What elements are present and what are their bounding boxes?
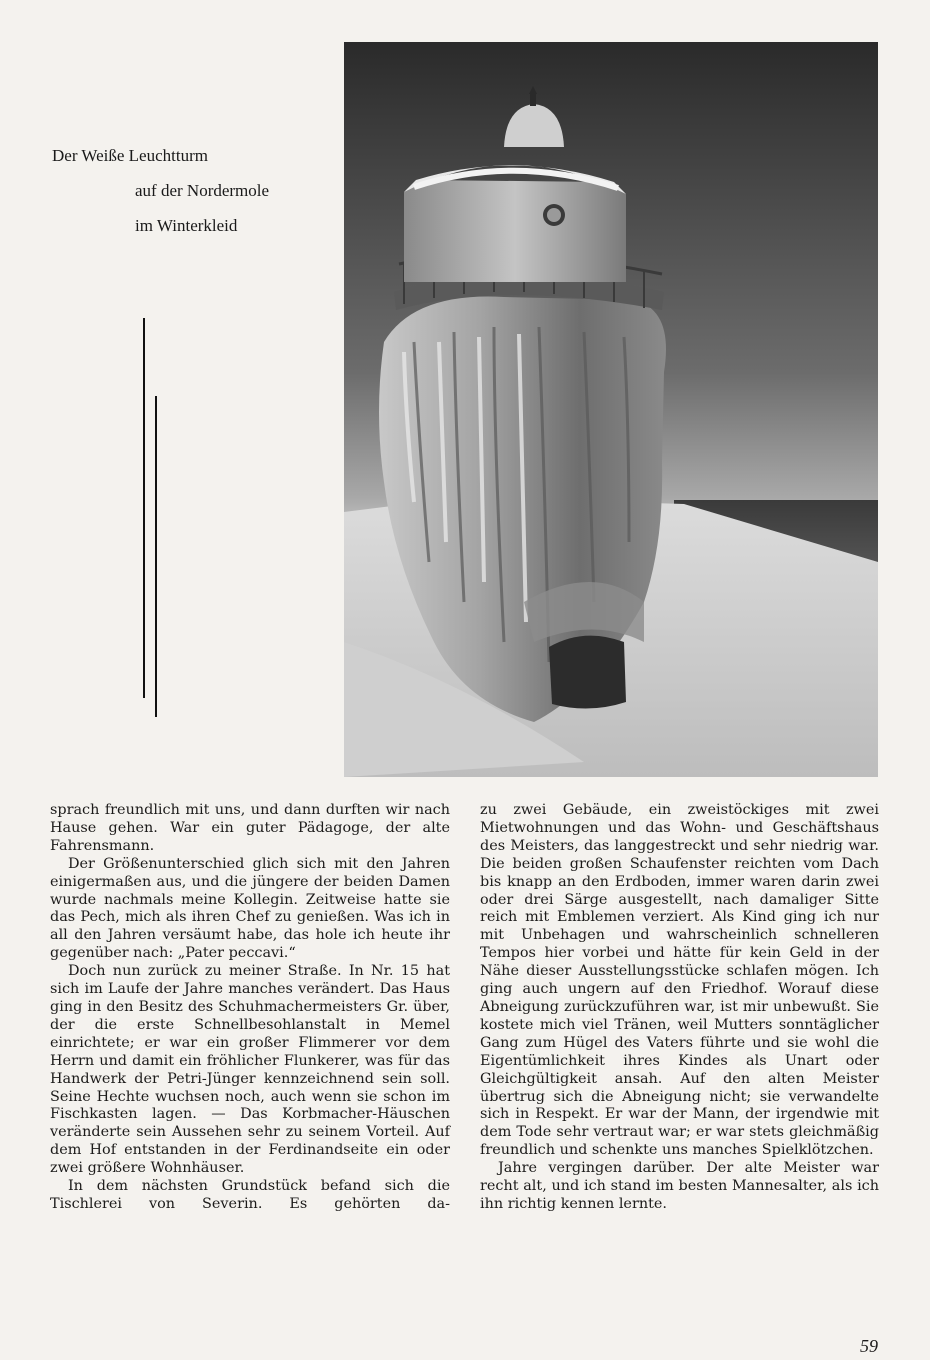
lighthouse-photo [344,42,878,777]
decorative-rule-2 [155,396,157,717]
paragraph: In dem nächsten Grundstück befand sich die Tischlerei von Severin. Es gehörten da- [50,1178,450,1212]
lighthouse-icon [344,42,878,777]
photo-caption-line-3: im Winterkleid [135,216,238,235]
paragraph: Jahre vergingen darüber. Der alte Meister war recht alt, und ich stand im besten Mannesalter, als ich ihn richtig kennen lernte. [480,1160,879,1212]
photo-caption-line-2: auf der Nordermole [135,181,270,200]
paragraph: zu zwei Gebäude, ein zweistöckiges mit zwei Mietwohnungen und das Wohn- und Geschäftshaus des Meisters, das langgestreckt und sehr niedrig war. Die beiden großen Schaufenster reichten vom Dach bis knapp an den Erdboden, immer waren darin zwei oder drei Särge ausgestellt, nach damaliger Sitte reich mit Emblemen verziert. Als Kind ging ich nur mit Unbehagen und wahrscheinlich schnelleren Tempos hier vorbei und hätte für kein Geld in der Nähe dieser Ausstellungsstücke schlafen mögen. Ich ging auch ungern auf den Friedhof. Worauf diese Abneigung zurückzuführen war, ist mir unbewußt. Sie kostete mich viel Tränen, weil Mutters sonntäglicher Gang zum Hügel des Vaters führte und sie wohl die Eigentümlichkeit ihres Kindes als Unart oder Gleichgültigkeit ansah. Auf den alten Meister übertrug sich die Abneigung nicht; sie verwandelte sich in Respekt. Er war der Mann, der irgendwie mit dem Tode sehr vertraut war; er war stets gleichmäßig freundlich und schenkte uns manches Spielklötzchen. [480,802,879,1159]
paragraph: Der Größenunterschied glich sich mit den Jahren einigermaßen aus, und die jüngere der beiden Damen wurde nachmals meine Kollegin. Zeitweise hatte sie das Pech, mich als ihren Chef zu genießen. Was ich in all den Jahren versäumt habe, das hole ich heute ihr gegenüber nach: „Pater peccavi.“ [50,855,450,962]
page-number: 59 [860,1336,878,1356]
text-column-right [480,802,879,1214]
text-column-left [50,802,450,1214]
photo-caption-line-1: Der Weiße Leuchtturm [52,146,208,165]
decorative-rule-1 [143,318,145,698]
paragraph: Doch nun zurück zu meiner Straße. In Nr. 15 hat sich im Laufe der Jahre manches verändert. Das Haus ging in den Besitz des Schuhmachermeisters Gr. über, der die erste Schnellbesohlanstalt in Memel einrichtete; er war ein großer Flimmerer vor dem Herrn und damit ein fröhlicher Flunkerer, was für das Handwerk der Petri-Jünger kennzeichnend sein soll. Seine Hechte wuchsen noch, auch wenn sie schon im Fischkasten lagen. — Das Korbmacher-Häuschen veränderte sein Aussehen sehr zu seinem Vorteil. Auf dem Hof entstanden in der Ferdinandseite ein oder zwei größere Wohnhäuser. [50,963,450,1177]
paragraph: sprach freundlich mit uns, und dann durften wir nach Hause gehen. War ein guter Pädagoge, der alte Fahrensmann. [50,802,450,854]
